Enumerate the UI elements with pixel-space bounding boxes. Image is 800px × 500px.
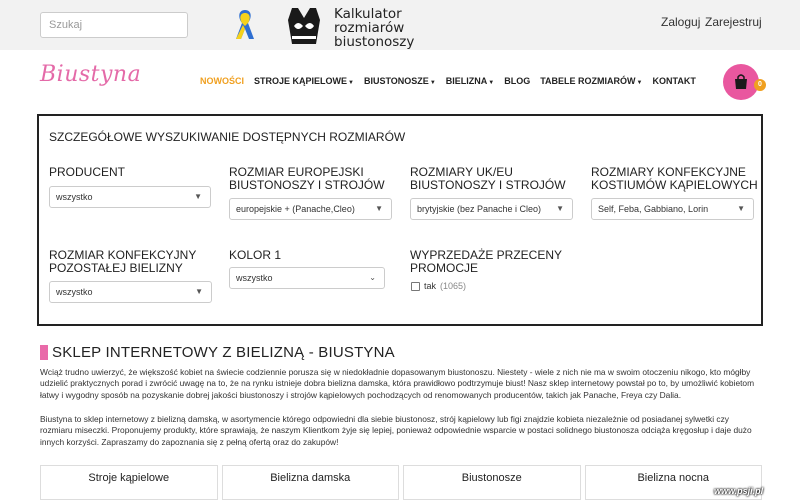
other-size-select[interactable] xyxy=(49,281,212,303)
caret-down-icon: ▼ xyxy=(636,80,643,86)
color-value: wszystko xyxy=(236,273,273,283)
calculator-line-3: biustonoszy xyxy=(334,34,415,50)
bra-calculator-icon[interactable] xyxy=(286,6,322,46)
brand-logo[interactable]: Biustyna xyxy=(40,62,142,87)
chevron-down-icon: ▼ xyxy=(737,204,745,213)
bra-calculator-link[interactable] xyxy=(334,7,414,49)
chevron-down-icon: ▼ xyxy=(195,287,203,296)
nav-label: TABELE ROZMIARÓW xyxy=(540,76,636,86)
login-link[interactable]: Zaloguj xyxy=(661,15,701,29)
swimwear-size-value: Self, Feba, Gabbiano, Lorin xyxy=(598,204,709,214)
sale-label: WYPRZEDAŻE PRZECENY PROMOCJE xyxy=(410,248,562,275)
chevron-down-icon: ⌄ xyxy=(369,273,376,282)
category-tile[interactable] xyxy=(40,465,218,500)
filters-title: SZCZEGÓŁOWE WYSZUKIWANIE DOSTĘPNYCH ROZMIARÓW xyxy=(49,130,406,144)
swimwear-size-label: ROZMIARY KONFEKCYJNE KOSTIUMÓW KĄPIELOWYCH xyxy=(591,165,758,192)
heading-accent-bar xyxy=(40,345,48,360)
chevron-down-icon: ▼ xyxy=(375,204,383,213)
color-label: KOLOR 1 xyxy=(229,248,282,262)
cart-count-badge: 0 xyxy=(754,79,766,91)
sale-option-label: tak xyxy=(424,281,437,291)
eu-size-select[interactable] xyxy=(229,198,392,220)
eu-size-value: europejskie + (Panache,Cleo) xyxy=(236,204,355,214)
ukraine-ribbon-icon xyxy=(234,8,256,42)
other-size-label: ROZMIAR KONFEKCYJNY POZOSTAŁEJ BIELIZNY xyxy=(49,248,197,275)
nav-label: STROJE KĄPIELOWE xyxy=(254,76,348,86)
page-title: SKLEP INTERNETOWY Z BIELIZNĄ - BIUSTYNA xyxy=(52,344,395,361)
category-label: Bielizna nocna xyxy=(637,472,710,484)
category-label: Bielizna damska xyxy=(270,472,351,484)
caret-down-icon: ▼ xyxy=(429,80,436,86)
nav-item-blog[interactable]: BLOG xyxy=(504,76,531,86)
watermark: www.psji.pl xyxy=(714,486,764,496)
nav-item-bielizna[interactable] xyxy=(446,76,494,86)
nav-item-biustonosze[interactable] xyxy=(364,76,436,86)
category-tile[interactable] xyxy=(222,465,400,500)
chevron-down-icon: ▼ xyxy=(194,192,202,201)
top-bar xyxy=(0,0,800,50)
page-heading xyxy=(40,344,395,361)
calculator-line-2: rozmiarów xyxy=(334,20,405,36)
main-nav xyxy=(200,76,696,86)
category-tiles xyxy=(40,465,762,500)
category-label: Stroje kąpielowe xyxy=(88,472,170,484)
producer-select[interactable] xyxy=(49,186,211,208)
nav-label: BIUSTONOSZE xyxy=(363,76,429,86)
nav-item-kontakt[interactable]: KONTAKT xyxy=(652,76,696,86)
caret-down-icon: ▼ xyxy=(488,80,495,86)
producer-label: PRODUCENT xyxy=(49,165,126,179)
nav-item-stroje[interactable] xyxy=(254,76,354,86)
intro-paragraph-2: Biustyna to sklep internetowy z bielizną damską, w asortymencie którego odpowiedni dla siebie biustonosz, strój kąpielowy lub figi znajdzie kobieta niezależnie od posiadanej sylwetki czy rozmiaru miseczki. Proponujemy produkty, które sprawiają, że naszym Klientkom żyje się lepiej, ponieważ odpowiednie wsparcie w postaci solidnego biustonosza odciąża kręgosłup i daje dużo innych korzyści. Zapraszamy do zapoznania się z pełną ofertą oraz do zakupów! xyxy=(40,414,752,447)
nav-label: BIELIZNA xyxy=(445,76,488,86)
sale-checkbox[interactable] xyxy=(411,281,466,291)
swimwear-size-select[interactable] xyxy=(591,198,754,220)
uk-size-select[interactable] xyxy=(410,198,573,220)
category-label: Biustonosze xyxy=(461,472,522,484)
calculator-line-1: Kalkulator xyxy=(334,6,402,22)
chevron-down-icon: ▼ xyxy=(556,204,564,213)
shopping-bag-icon xyxy=(732,73,750,91)
producer-value: wszystko xyxy=(56,192,93,202)
caret-down-icon: ▼ xyxy=(348,80,354,86)
intro-paragraph-1: Wciąż trudno uwierzyć, że większość kobiet na świecie codziennie porusza się w niedokładnie dopasowanym biustonoszu. Niestety - wiele z nich nie ma w swoim otoczeniu nikogo, kto mógłby udzielić praktycznych porad i zwrócić uwagę na to, że na rynku istnieje dobra bielizna damska, która prawidłowo podtrzymuje biust! Nasz sklep internetowy powstał po to, by umożliwić kobietom łatwy i wygodny sposób na pozyskanie dobrej jakości biustonoszy i strojów kąpielowych pochodzących od renomowanych producentów, takich jak Panache, Freya czy Dalia. xyxy=(40,367,755,400)
color-select[interactable] xyxy=(229,267,385,289)
eu-size-label: ROZMIAR EUROPEJSKI BIUSTONOSZY I STROJÓW xyxy=(229,165,385,192)
nav-item-nowosci[interactable]: NOWOŚCI xyxy=(200,76,244,86)
register-link[interactable]: Zarejestruj xyxy=(705,15,762,29)
category-tile[interactable] xyxy=(403,465,581,500)
nav-item-tabele[interactable] xyxy=(540,76,642,86)
uk-size-label: ROZMIARY UK/EU BIUSTONOSZY I STROJÓW xyxy=(410,165,566,192)
uk-size-value: brytyjskie (bez Panache i Cleo) xyxy=(417,204,542,214)
search-input[interactable] xyxy=(40,12,188,38)
size-search-panel xyxy=(37,114,763,326)
sale-count: (1065) xyxy=(440,281,467,291)
checkbox-box[interactable] xyxy=(411,282,420,291)
other-size-value: wszystko xyxy=(56,287,93,297)
